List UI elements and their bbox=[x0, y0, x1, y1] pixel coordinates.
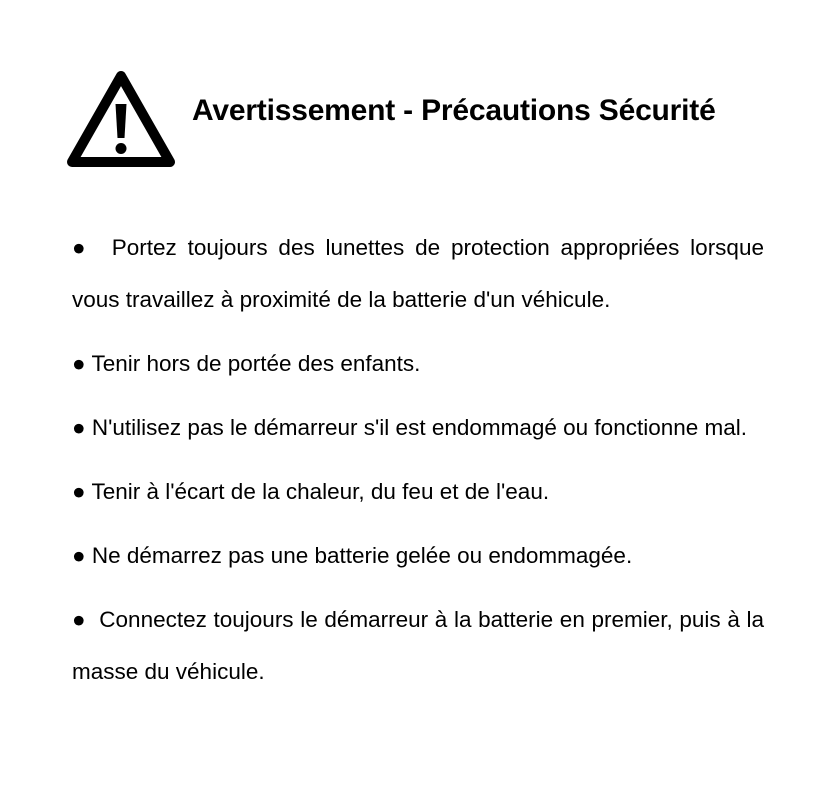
list-item bbox=[72, 594, 764, 698]
list-item-text: N'utilisez pas le démarreur s'il est endommagé ou fonctionne mal. bbox=[91, 415, 748, 440]
list-item bbox=[72, 222, 764, 326]
bullet-icon: ● bbox=[72, 235, 91, 260]
list-item-text: Portez toujours des lunettes de protection appropriées lorsque vous travaillez à proximité de la batterie d'un véhicule. bbox=[72, 235, 764, 312]
list-item-text: Connectez toujours le démarreur à la batterie en premier, puis à la masse du véhicule. bbox=[72, 607, 764, 684]
list-item-text: Tenir hors de portée des enfants. bbox=[91, 351, 421, 376]
page-title: Avertissement - Précautions Sécurité bbox=[192, 94, 716, 127]
bullet-icon: ● bbox=[72, 543, 86, 568]
bullet-icon: ● bbox=[72, 479, 86, 504]
list-item bbox=[72, 466, 764, 518]
warning-triangle-icon bbox=[66, 70, 176, 170]
safety-precautions-list bbox=[72, 222, 764, 710]
list-item bbox=[72, 338, 764, 390]
list-item-text: Ne démarrez pas une batterie gelée ou endommagée. bbox=[91, 543, 633, 568]
list-item bbox=[72, 530, 764, 582]
list-item bbox=[72, 402, 764, 454]
bullet-icon: ● bbox=[72, 415, 86, 440]
bullet-icon: ● bbox=[72, 351, 86, 376]
list-item-text: Tenir à l'écart de la chaleur, du feu et de l'eau. bbox=[91, 479, 550, 504]
warning-header bbox=[66, 70, 766, 170]
bullet-icon: ● bbox=[72, 607, 86, 632]
